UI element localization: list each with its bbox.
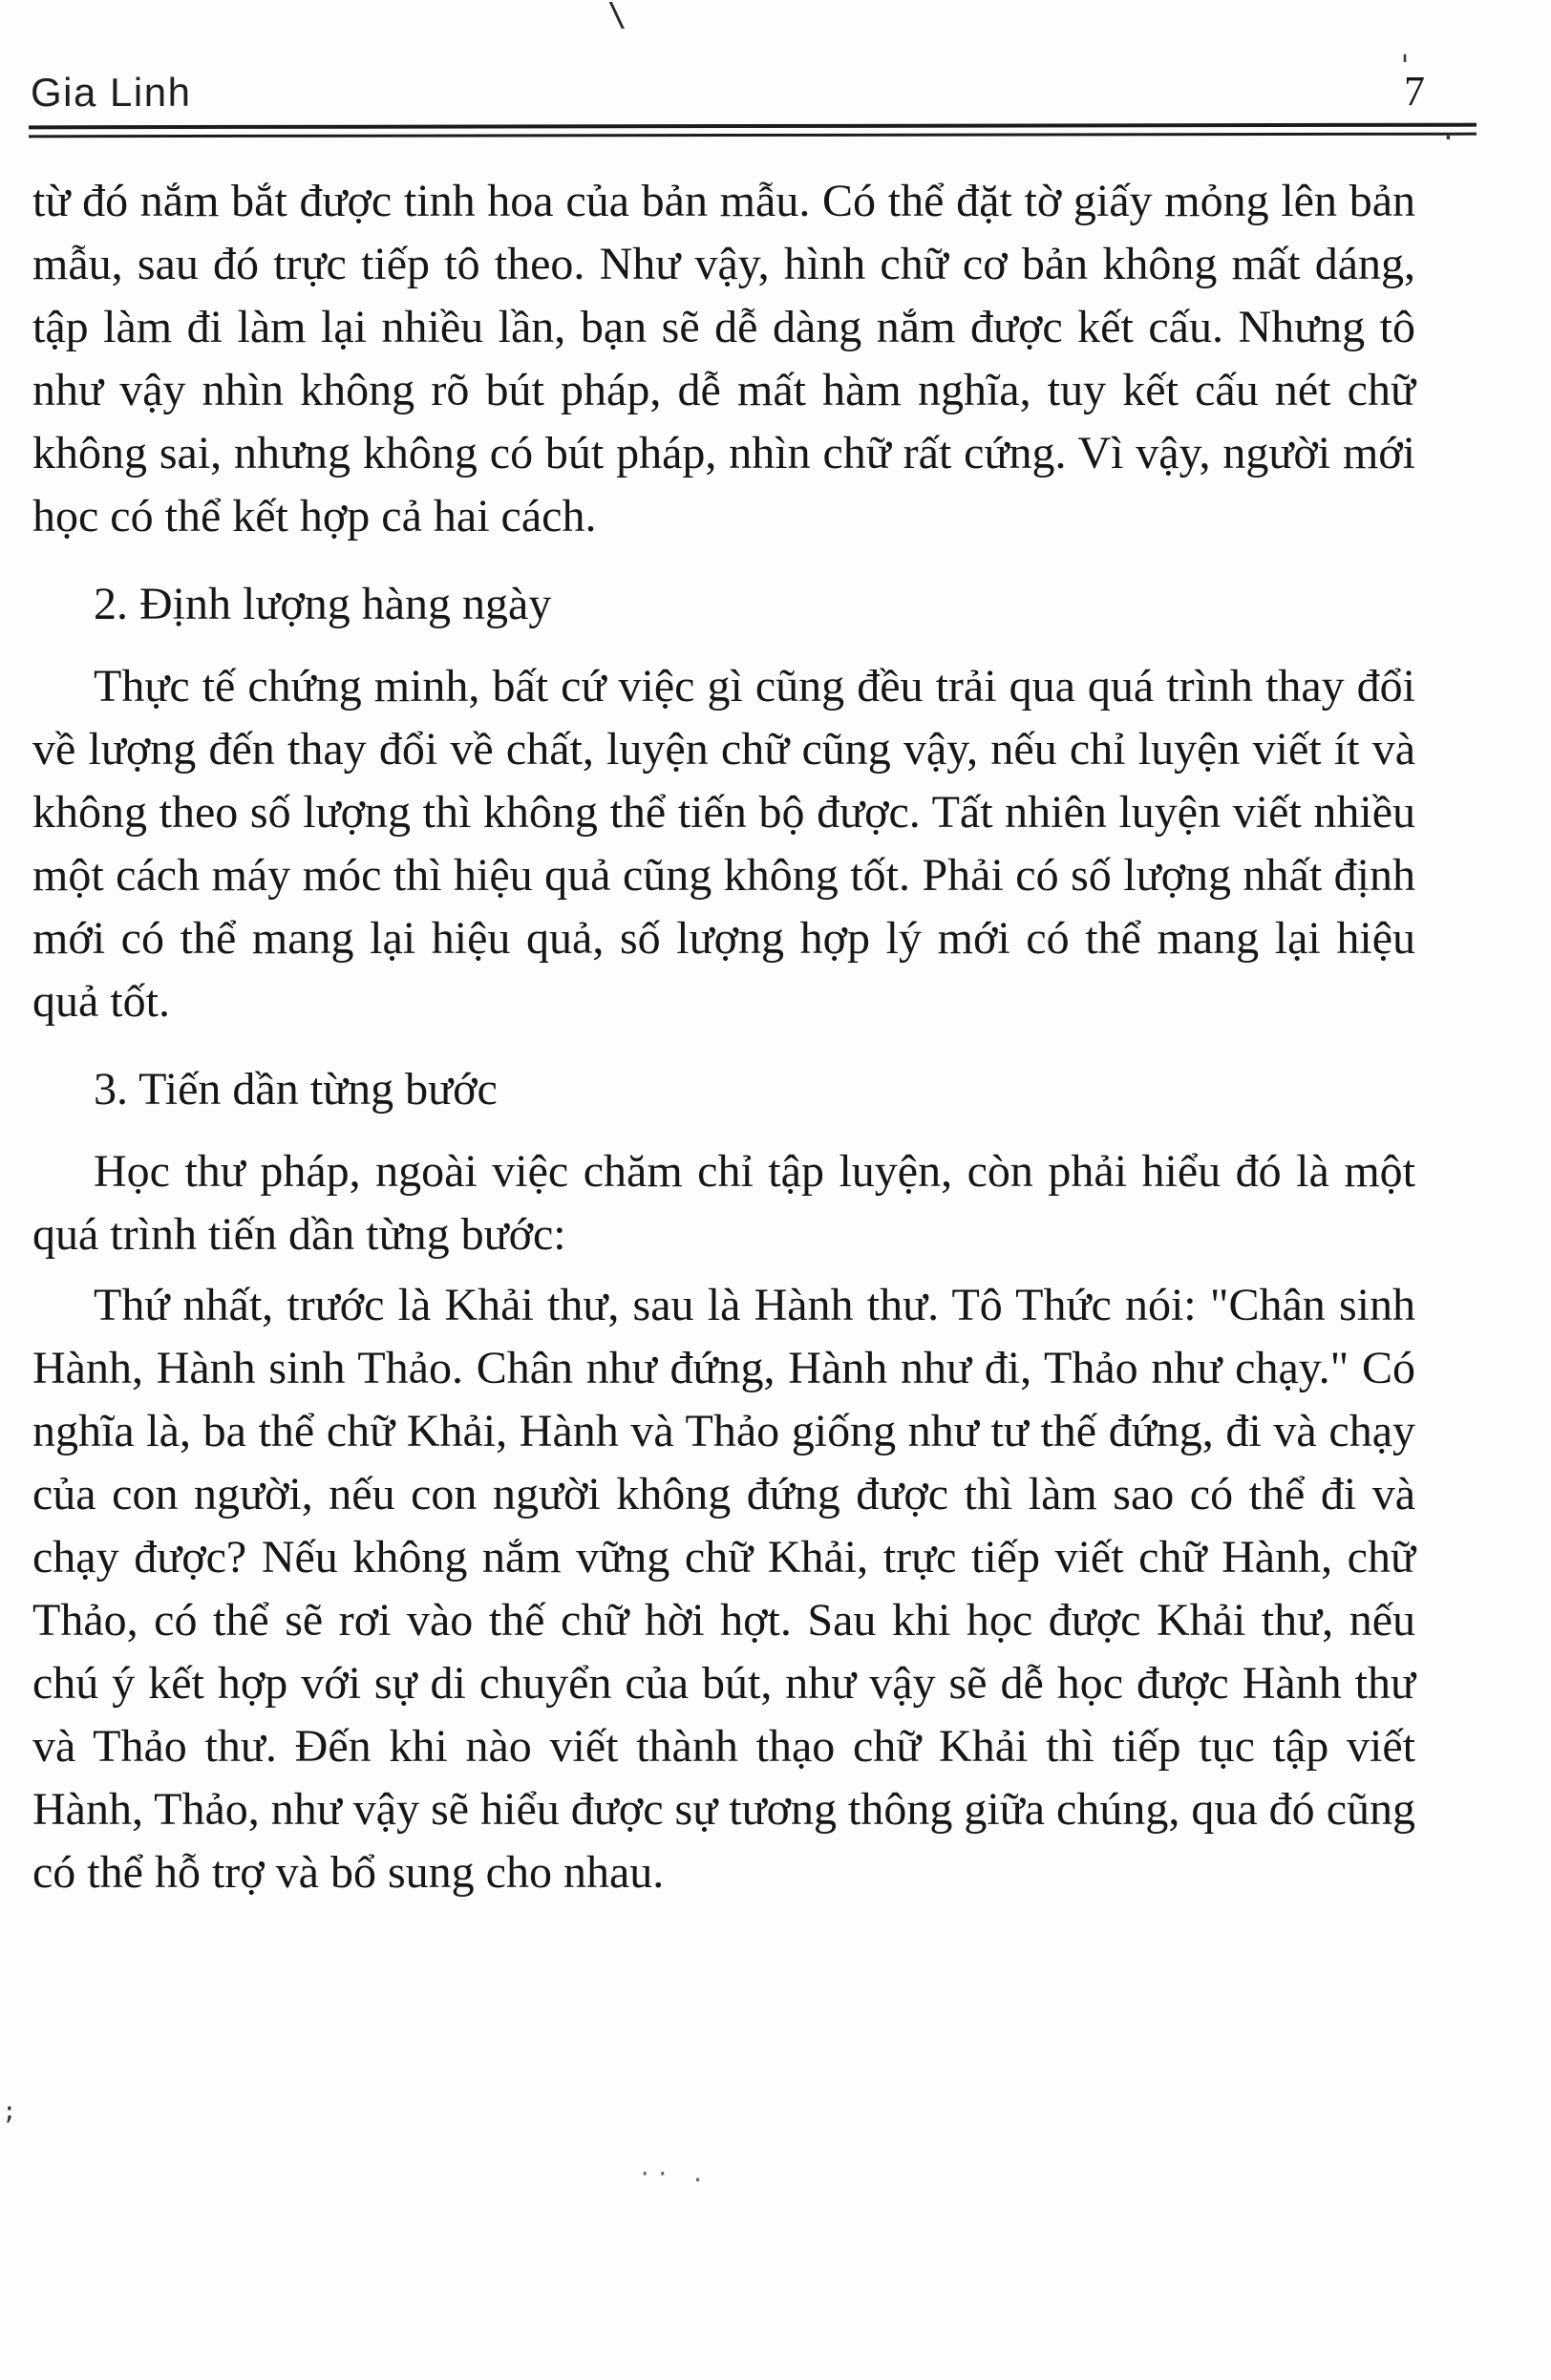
paragraph-continuation: từ đó nắm bắt được tinh hoa của bản mẫu. Có thể đặt tờ giấy mỏng lên bản mẫu, sau đó trực tiếp tô theo. Như vậy, hình chữ cơ bản không mất dáng, tập làm đi làm lại nhiều lần, bạn sẽ dễ dàng nắm được kết cấu. Nhưng tô như vậy nhìn không rõ bút pháp, dễ mất hàm nghĩa, tuy kết cấu nét chữ không sai, nhưng không có bút pháp, nhìn chữ rất cứng. Vì vậy, người mới học có thể kết hợp cả hai cách. bbox=[32, 176, 1415, 542]
page-number: 7 bbox=[1404, 68, 1425, 115]
section-heading-3: 3. Tiến dần từng bước bbox=[94, 1064, 498, 1115]
scan-artifact-bottom-dots: ·· . bbox=[638, 2160, 709, 2187]
scan-artifact-corner-dot: . bbox=[1440, 115, 1456, 146]
page-header bbox=[31, 67, 1469, 116]
scan-artifact-top-mark: \ bbox=[607, 0, 627, 34]
scan-artifact-left-mark: ; bbox=[2, 2097, 17, 2126]
page-content bbox=[32, 170, 1415, 1912]
scan-artifact-corner-tick: ' bbox=[1396, 50, 1414, 83]
paragraph: Thứ nhất, trước là Khải thư, sau là Hành thư. Tô Thức nói: "Chân sinh Hành, Hành sinh Thảo. Chân như đứng, Hành như đi, Thảo như chạy." Có nghĩa là, ba thể chữ Khải, Hành và Thảo giống như tư thế đứng, đi và chạy của con người, nếu con người không đứng được thì làm sao có thể đi và chạy được? Nếu không nắm vững chữ Khải, trực tiếp viết chữ Hành, chữ Thảo, có thể sẽ rơi vào thế chữ hời hợt. Sau khi học được Khải thư, nếu chú ý kết hợp với sự di chuyển của bút, như vậy sẽ dễ học được Hành thư và Thảo thư. Đến khi nào viết thành thạo chữ Khải thì tiếp tục tập viết Hành, Thảo, như vậy sẽ hiểu được sự tương thông giữa chúng, qua đó cũng có thể hỗ trợ và bổ sung cho nhau. bbox=[32, 1280, 1415, 1898]
paragraph: Học thư pháp, ngoài việc chăm chỉ tập luyện, còn phải hiểu đó là một quá trình tiến dần từng bước: bbox=[32, 1146, 1415, 1260]
paragraph: Thực tế chứng minh, bất cứ việc gì cũng đều trải qua quá trình thay đổi về lượng đến thay đổi về chất, luyện chữ cũng vậy, nếu chỉ luyện viết ít và không theo số lượng thì không thể tiến bộ được. Tất nhiên luyện viết nhiều một cách máy móc thì hiệu quả cũng không tốt. Phải có số lượng nhất định mới có thể mang lại hiệu quả, số lượng hợp lý mới có thể mang lại hiệu quả tốt. bbox=[32, 661, 1415, 1027]
running-title: Gia Linh bbox=[31, 70, 192, 115]
header-rule bbox=[29, 123, 1477, 138]
section-heading-2: 2. Định lượng hàng ngày bbox=[94, 579, 552, 629]
